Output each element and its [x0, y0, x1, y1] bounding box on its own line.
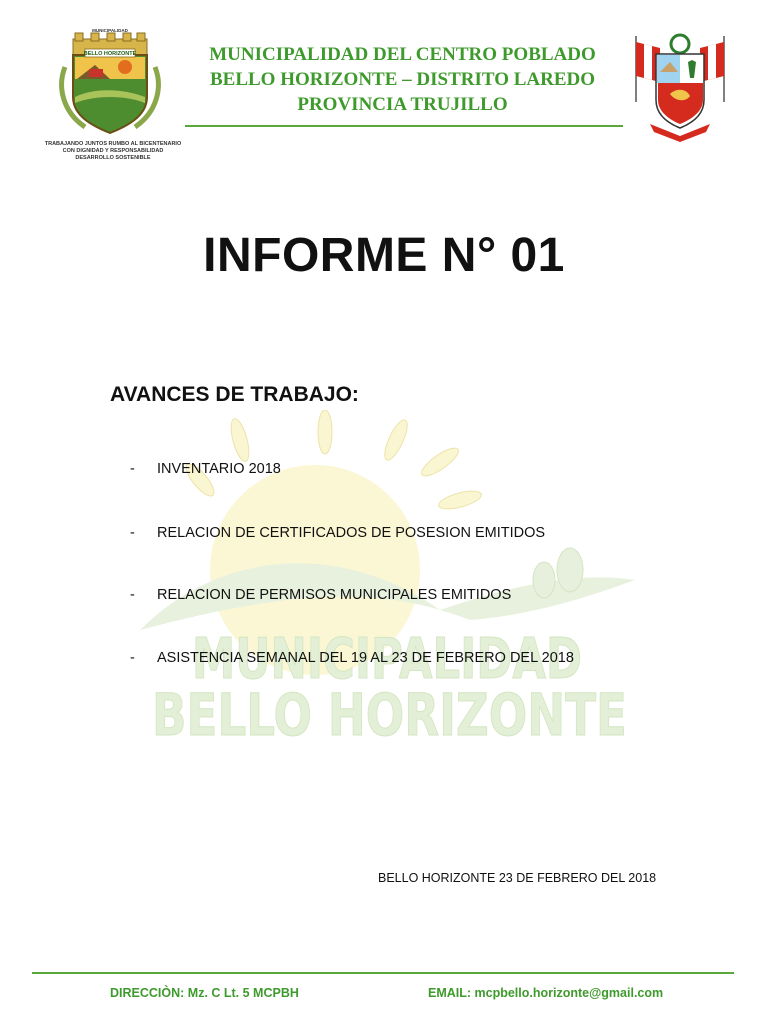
list-item — [130, 587, 511, 603]
tree-shape — [533, 562, 555, 598]
footer-email: EMAIL: mcpbello.horizonte@gmail.com — [428, 986, 664, 1000]
national-coat-of-arms — [630, 32, 730, 142]
motto-line-3: DESARROLLO SOSTENIBLE — [75, 155, 151, 161]
watermark-text-1: MUNICIPALIDAD — [192, 627, 582, 692]
watermark-text-2: BELLO HORIZONTE — [152, 681, 627, 740]
list-item — [130, 650, 574, 666]
header-divider — [185, 125, 623, 127]
tree-shape — [557, 548, 583, 592]
footer-address: DIRECCIÒN: Mz. C Lt. 5 MCPBH — [110, 986, 299, 1000]
municipal-logo — [55, 27, 165, 139]
list-dash: - — [130, 525, 135, 541]
list-dash: - — [130, 461, 135, 477]
header-line-3: PROVINCIA TRUJILLO — [297, 94, 508, 115]
logo-banner-top-text: MUNICIPALIDAD — [92, 28, 128, 33]
logo-motto — [38, 141, 188, 162]
watermark-logo — [140, 410, 640, 740]
logo-banner-text: BELLO HORIZONTE — [83, 51, 137, 57]
document-title: INFORME N° 01 — [203, 229, 565, 282]
list-item-text: RELACION DE PERMISOS MUNICIPALES EMITIDOS — [157, 587, 512, 603]
list-item — [130, 461, 281, 477]
footer-divider — [32, 972, 734, 974]
list-item-text: ASISTENCIA SEMANAL DEL 19 AL 23 DE FEBRERO DEL 2018 — [157, 650, 574, 666]
list-dash: - — [130, 650, 135, 666]
list-item-text: RELACION DE CERTIFICADOS DE POSESION EMITIDOS — [157, 525, 546, 541]
document-date: BELLO HORIZONTE 23 DE FEBRERO DEL 2018 — [378, 871, 657, 885]
section-heading: AVANCES DE TRABAJO: — [110, 383, 359, 406]
header-line-1: MUNICIPALIDAD DEL CENTRO POBLADO — [209, 44, 596, 65]
header-line-2: BELLO HORIZONTE – DISTRITO LAREDO — [209, 69, 596, 90]
list-dash: - — [130, 587, 135, 603]
motto-line-1: TRABAJANDO JUNTOS RUMBO AL BICENTENARIO — [44, 141, 182, 147]
list-item — [130, 525, 545, 541]
motto-line-2: CON DIGNIDAD Y RESPONSABILIDAD — [62, 148, 164, 154]
list-item-text: INVENTARIO 2018 — [157, 461, 281, 477]
